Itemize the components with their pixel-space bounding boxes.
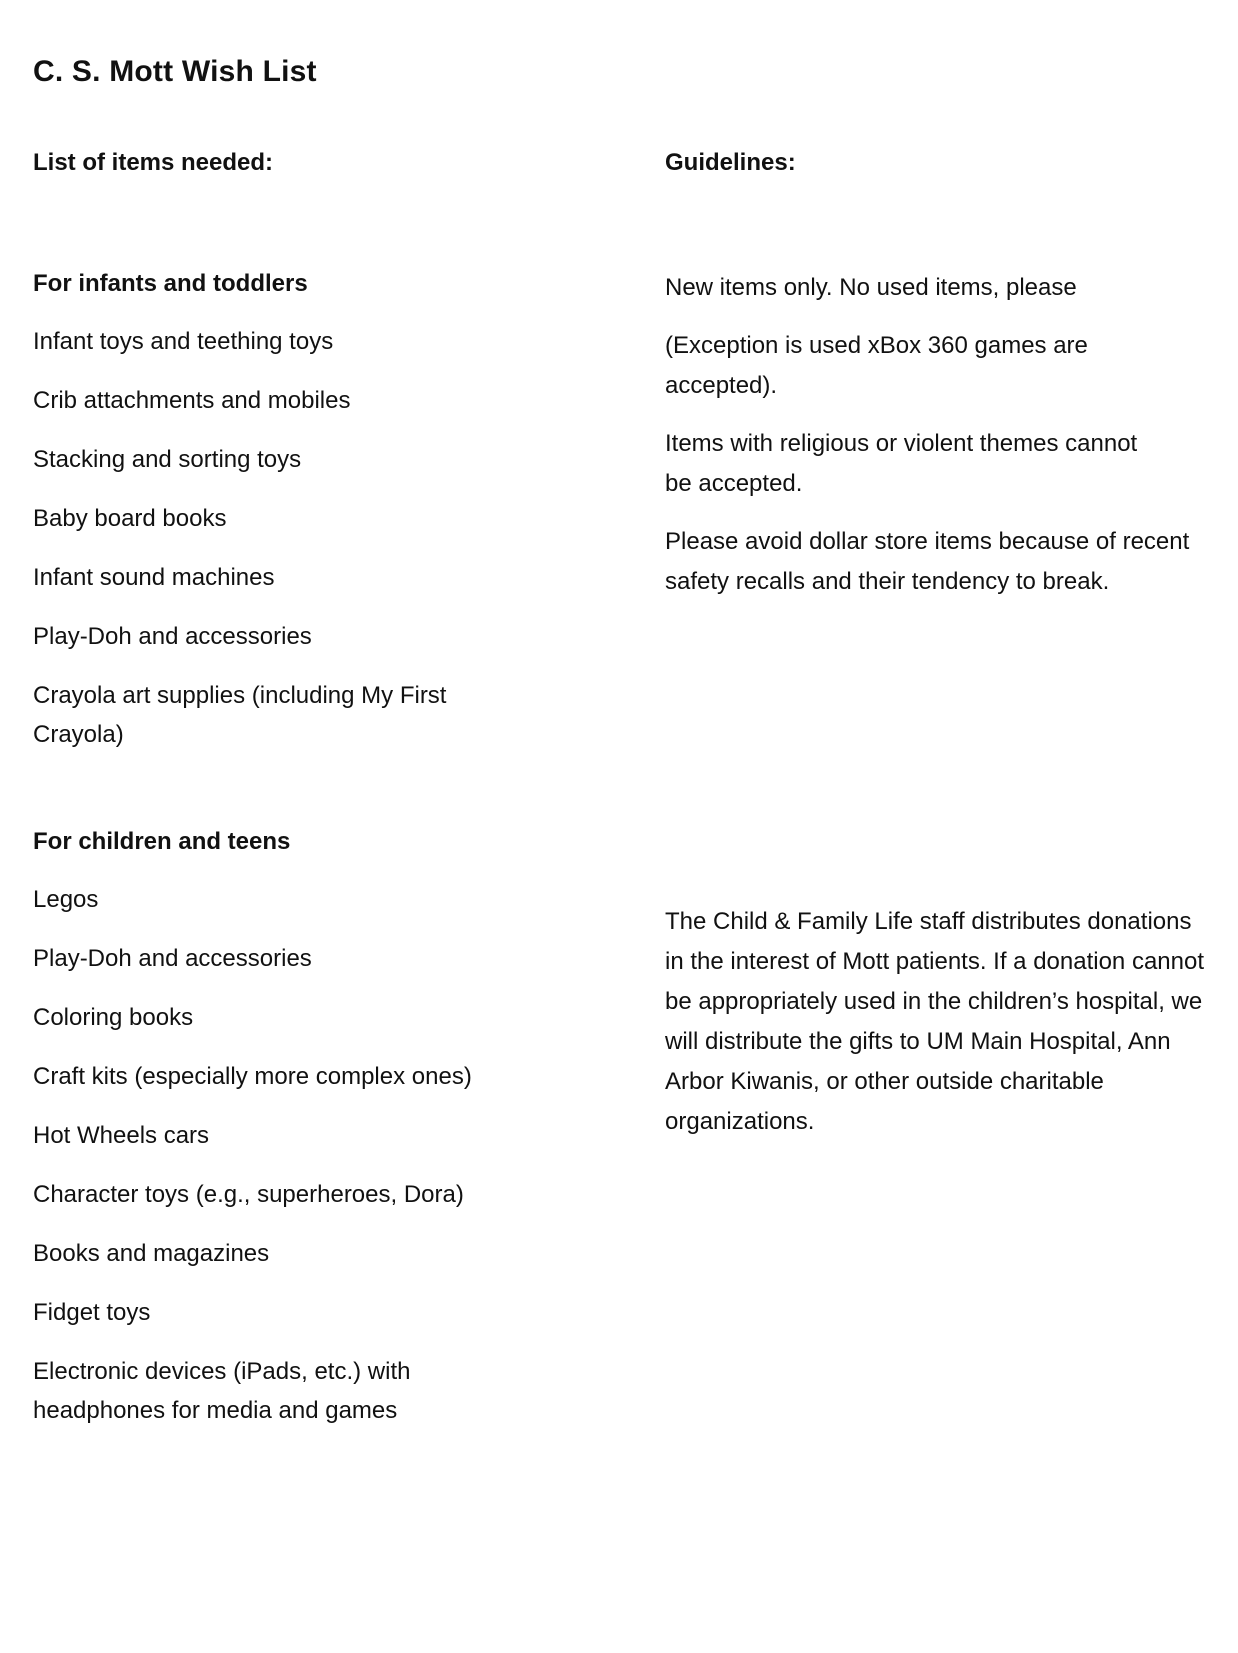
list-item: Legos [33, 886, 99, 913]
list-item: Electronic devices (iPads, etc.) with headphones for media and games [33, 1358, 411, 1424]
guideline-new-items: New items only. No used items, please [665, 274, 1077, 301]
guidelines-heading: Guidelines: [665, 149, 796, 176]
list-item: Infant sound machines [33, 564, 275, 591]
items-needed-heading: List of items needed: [33, 149, 274, 176]
infants-toddlers-section [33, 268, 573, 774]
guidelines-section [665, 268, 1210, 620]
guideline-dollar-store: Please avoid dollar store items because of recent safety recalls and their tendency to break. [665, 528, 1190, 595]
guideline-xbox-exception: (Exception is used xBox 360 games are accepted). [665, 332, 1088, 399]
children-teens-heading: For children and teens [33, 828, 291, 855]
list-item: Character toys (e.g., superheroes, Dora) [33, 1181, 464, 1208]
list-item: Play-Doh and accessories [33, 945, 312, 972]
infants-toddlers-list [33, 322, 573, 754]
list-item: Craft kits (especially more complex ones) [33, 1063, 472, 1090]
list-item: Hot Wheels cars [33, 1122, 210, 1149]
infants-toddlers-heading: For infants and toddlers [33, 270, 308, 297]
children-teens-list [33, 880, 573, 1430]
list-item: Infant toys and teething toys [33, 328, 334, 355]
list-item: Fidget toys [33, 1299, 151, 1326]
list-item: Stacking and sorting toys [33, 446, 302, 473]
list-item: Books and magazines [33, 1240, 270, 1267]
list-item: Crib attachments and mobiles [33, 387, 351, 414]
list-item: Coloring books [33, 1004, 194, 1031]
list-item: Baby board books [33, 505, 227, 532]
guideline-themes: Items with religious or violent themes cannot be accepted. [665, 430, 1138, 497]
list-item: Crayola art supplies (including My First Crayola) [33, 682, 447, 748]
list-item: Play-Doh and accessories [33, 623, 312, 650]
children-teens-section [33, 826, 573, 1450]
document-title: C. S. Mott Wish List [33, 55, 317, 88]
distribution-note: The Child & Family Life staff distributes donations in the interest of Mott patients. If a donation cannot be appropriately used in the children’s hospital, we will distribute the gifts to UM Main Hospital, Ann Arbor Kiwanis, or other outside charitable organizations. [665, 908, 1205, 1135]
